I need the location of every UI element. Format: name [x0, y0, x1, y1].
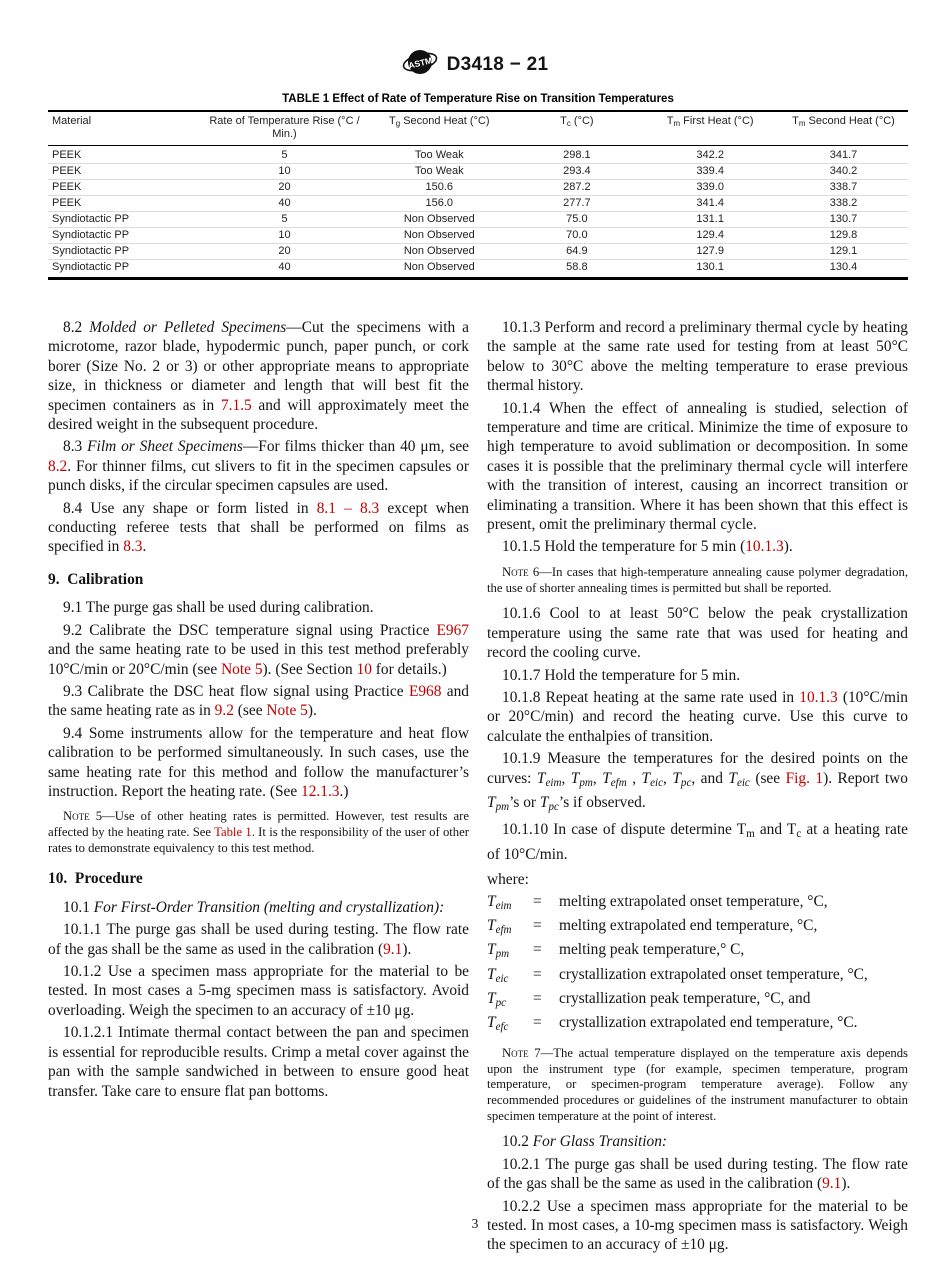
text-run: T	[728, 769, 737, 787]
text-run: 5—Use of other heating rates is permitted. However, test results are affected by the heating rate. See	[48, 809, 469, 840]
text-run: 9.3 Calibrate the DSC heat flow signal using Practice	[63, 682, 409, 700]
column-left	[48, 318, 469, 1104]
ref-link[interactable]: 10.1.3	[745, 538, 784, 556]
table-cell: 64.9	[512, 244, 641, 260]
text-run: ).	[402, 940, 412, 958]
para-9-4	[48, 724, 469, 802]
table-cell: Too Weak	[366, 146, 512, 164]
text-run: ).	[783, 538, 793, 556]
ref-link[interactable]: Note 5	[266, 702, 308, 720]
text-run: ,	[663, 769, 673, 787]
heading-9-calibration	[48, 570, 469, 589]
definition-term	[487, 989, 533, 1013]
table-cell: 342.2	[641, 146, 779, 164]
table-cell: 150.6	[366, 180, 512, 196]
table-cell: Syndiotactic PP	[48, 244, 203, 260]
para-10-1-4	[487, 399, 908, 535]
text-run: (see	[749, 769, 786, 787]
definition-text: crystallization peak temperature, °C, and	[559, 990, 811, 1008]
text-run: 8.4 Use any shape or form listed in	[63, 499, 317, 517]
table-cell: 287.2	[512, 180, 641, 196]
text-run: T	[487, 892, 496, 910]
text-run: —For films thicker than 40 μm, see	[242, 438, 469, 456]
text-run: and the same heating rate as in	[48, 682, 469, 720]
table-header-cell	[641, 111, 779, 146]
text-run: , and	[691, 769, 729, 787]
table-cell: 75.0	[512, 212, 641, 228]
table-cell: Non Observed	[366, 228, 512, 244]
text-run: m	[746, 828, 755, 841]
text-run: Film or Sheet Specimens	[87, 438, 243, 456]
text-run: 10.1.9 Measure the temperatures for the desired points on the curves:	[487, 750, 908, 787]
text-run: ’s or	[509, 793, 540, 811]
ref-link[interactable]: 12.1.3	[301, 782, 340, 800]
ref-link[interactable]: E968	[408, 682, 442, 700]
text-run: ,	[626, 769, 642, 787]
text-run: ). Report two	[823, 769, 908, 787]
table-header-cell	[512, 111, 641, 146]
text-run: 8.3	[63, 438, 88, 456]
ref-link[interactable]: Table 1	[214, 825, 252, 840]
table-cell: 127.9	[641, 244, 779, 260]
equals-sign: =	[533, 990, 542, 1008]
note-6	[487, 565, 908, 596]
text-run: except when conducting referee tests that shall be performed on films as specified in	[48, 499, 469, 556]
text-run: T	[666, 115, 674, 127]
definition-row	[487, 965, 908, 989]
text-run: T	[487, 793, 496, 811]
definition-row	[487, 892, 908, 916]
text-run: T	[792, 115, 799, 127]
definition-term	[487, 892, 533, 916]
text-run: T	[641, 769, 651, 787]
table-cell: Too Weak	[366, 164, 512, 180]
definition-term	[487, 916, 533, 940]
text-run: —Cut the specimens with a microtome, razor blade, hypodermic punch, paper punch, or cork borer (Size No. 2 or 3) or other appropriate means to appropriate size, in thickness or diameter and length that will best fit the specimen containers as in	[48, 319, 469, 414]
definition-text: melting extrapolated end temperature, °C,	[559, 916, 818, 934]
definition-text: melting peak temperature,° C,	[559, 941, 745, 959]
definition-text: melting extrapolated onset temperature, °C,	[559, 892, 828, 910]
text-run: T	[487, 941, 496, 959]
text-run: m	[673, 119, 681, 129]
para-9-3	[48, 682, 469, 721]
table-row	[48, 212, 908, 228]
text-run: c	[796, 828, 802, 841]
ref-link[interactable]: 8.3	[123, 538, 143, 556]
table-cell: 40	[278, 261, 291, 273]
para-10-1-6	[487, 604, 908, 662]
text-run: First Heat (°C)	[680, 115, 754, 127]
table-cell: 129.1	[779, 244, 908, 260]
text-run: for details.)	[371, 660, 447, 678]
text-run: eim	[495, 899, 512, 912]
text-run: efm	[495, 923, 512, 936]
text-run: 10.1.2.1 Intimate thermal contact between the pan and specimen is essential for reproducible results. Crimp a metal cover against the pan with the sample sandwiched in between to ensure good heat transfer. Take care to ensure flat pan bottoms.	[48, 1024, 469, 1100]
ref-link[interactable]: 8.2	[48, 457, 68, 475]
table-cell: 130.1	[696, 261, 724, 273]
text-run: pc	[680, 776, 692, 789]
table-cell: PEEK	[48, 146, 203, 164]
text-run: 10.1.1 The purge gas shall be used during testing. The flow rate of the gas shall be the same as used in the calibration (	[48, 921, 469, 958]
para-10-2	[487, 1132, 908, 1151]
table-cell: 129.4	[641, 228, 779, 244]
equals-sign: =	[533, 1014, 542, 1032]
para-8-4	[48, 499, 469, 557]
text-run: eim	[545, 776, 562, 789]
table-row	[48, 180, 908, 196]
ref-link[interactable]: 9.1	[822, 1175, 842, 1193]
definition-term	[487, 1013, 533, 1037]
definition-text: crystallization extrapolated end temperature, °C.	[559, 1014, 858, 1032]
table-row	[48, 146, 908, 164]
text-run: Note	[502, 564, 529, 579]
table-row	[48, 164, 908, 180]
para-10-2-1	[487, 1155, 908, 1194]
text-run: T	[560, 115, 567, 127]
para-9-2	[48, 621, 469, 679]
table-cell: 129.8	[779, 228, 908, 244]
text-run: T	[536, 769, 546, 787]
table-cell: 293.4	[512, 164, 641, 180]
text-run: T	[602, 769, 611, 787]
table-header-cell	[48, 111, 203, 146]
text-run: 10.1.10 In case of dispute determine T	[502, 821, 747, 839]
text-run: ,	[592, 769, 603, 787]
equals-sign: =	[533, 941, 542, 959]
definition-term	[487, 965, 533, 989]
equals-sign: =	[533, 892, 542, 910]
text-run: T	[570, 769, 580, 787]
text-run: pc	[495, 997, 507, 1010]
text-run: Material	[52, 115, 92, 127]
definition-row	[487, 940, 908, 964]
column-right	[487, 318, 908, 1258]
text-run: 10.1.2 Use a specimen mass appropriate for the material to be tested. In most cases a 5-mg specimen mass is satisfactory. Avoid overloading. Weigh the specimen to an accuracy of ±10 μg.	[48, 963, 469, 1019]
text-run: 10.1	[63, 898, 94, 916]
table-header-cell	[366, 111, 512, 146]
ref-link[interactable]: E967	[436, 621, 469, 639]
definition-text: crystallization extrapolated onset temperature, °C,	[559, 965, 868, 983]
para-8-2	[48, 318, 469, 434]
para-10-1-5	[487, 537, 908, 556]
transition-temperatures-table	[48, 110, 908, 280]
table-title: TABLE 1 Effect of Rate of Temperature Rise on Transition Temperatures	[282, 93, 674, 105]
ref-link[interactable]: Note 5	[221, 660, 263, 678]
definition-row	[487, 916, 908, 940]
ref-link[interactable]: Fig. 1	[785, 769, 824, 787]
table-cell: 20	[203, 180, 366, 196]
table-cell: 339.0	[641, 180, 779, 196]
text-run: (10°C/min or 20°C/min) and record the heating curve. Use this curve to calculate the enthalpies of transition.	[487, 688, 908, 745]
text-run: 10.1.3 Perform and record a preliminary thermal cycle by heating the sample at the same rate used for testing from at least 50°C below to 30°C above the melting temperature to erase previous thermal history.	[487, 319, 908, 395]
table-cell: Syndiotactic PP	[52, 261, 130, 273]
text-run: and T	[754, 821, 797, 839]
table-cell: 10	[203, 164, 366, 180]
table-1	[48, 93, 908, 280]
text-run: ,	[561, 769, 571, 787]
definition-row	[487, 989, 908, 1013]
table-cell: PEEK	[48, 196, 203, 212]
table-cell: Non Observed	[366, 212, 512, 228]
text-run: ).	[307, 702, 317, 720]
para-10-1-3	[487, 318, 908, 396]
text-run: 10.2.2 Use a specimen mass appropriate for the material to be tested. In most cases, a 10-mg specimen mass is satisfactory. Weigh the specimen to an accuracy of ±10 μg.	[487, 1197, 908, 1254]
ref-link[interactable]: 10.1.3	[799, 688, 838, 706]
text-run: eic	[650, 776, 664, 789]
table-header-cell	[203, 111, 366, 146]
para-10-1	[48, 898, 469, 917]
text-run: pc	[548, 800, 559, 813]
text-run: and the same heating rate to be used in this test method preferably 10°C/min or 20°C/min (see	[48, 641, 469, 678]
text-run: 9.2 Calibrate the DSC temperature signal using Practice	[63, 621, 437, 639]
table-row	[48, 228, 908, 244]
table-cell: 131.1	[641, 212, 779, 228]
text-run: 10.1.4 When the effect of annealing is studied, selection of temperature and time are critical. Minimize the time of exposure to high temperature to avoid sublimation or decomposition. In some cases it is possible that the preliminary thermal cycle will interfere with the transition of interest, causing an incorrect transition or eliminating a transition. Where it has been shown that this effect is present, omit the preliminary thermal cycle.	[487, 399, 908, 534]
table-cell: 341.4	[641, 196, 779, 212]
text-run: . It is the responsibility of the user of other rates to demonstrate equivalency to this test method.	[48, 825, 470, 855]
table-cell: 277.7	[512, 196, 641, 212]
text-run: c	[566, 119, 571, 129]
table-cell: 339.4	[641, 164, 779, 180]
ref-link[interactable]: 7.1.5	[220, 396, 252, 414]
text-run: 10.2	[502, 1133, 533, 1151]
equals-sign: =	[533, 916, 542, 934]
table-cell: 298.1	[512, 146, 641, 164]
heading-10-procedure	[48, 869, 469, 888]
text-run: ). (See Section	[262, 660, 357, 678]
table-cell: Syndiotactic PP	[48, 212, 203, 228]
table-row	[48, 244, 908, 260]
text-run: Second Heat (°C)	[805, 115, 895, 127]
table-cell: 20	[203, 244, 366, 260]
where-label	[487, 870, 908, 889]
text-run: For Glass Transition:	[532, 1133, 668, 1151]
table-cell: 338.2	[779, 196, 908, 212]
text-run: m	[798, 119, 806, 129]
text-run: 10.1.8 Repeat heating at the same rate used in	[502, 688, 800, 706]
page-number: 3	[471, 1216, 479, 1231]
document-code: D3418 − 21	[446, 53, 549, 75]
text-run: 8.2	[63, 319, 90, 336]
note-5	[48, 809, 469, 856]
table-cell: 5	[203, 146, 366, 164]
table-header-row	[48, 111, 908, 146]
para-10-1-2	[48, 962, 469, 1020]
text-run: eic	[736, 776, 750, 789]
para-10-1-7	[487, 666, 908, 685]
text-run: ).	[841, 1175, 851, 1193]
table-header-cell	[779, 111, 908, 146]
where-definitions	[487, 892, 908, 1038]
text-run: T	[672, 769, 681, 787]
text-run: Second Heat (°C)	[400, 115, 490, 127]
table-cell: PEEK	[48, 164, 203, 180]
astm-logo	[402, 46, 438, 83]
text-run: T	[487, 916, 496, 934]
text-run: at a heating rate of 10°C/min.	[487, 821, 908, 863]
table-cell: 130.4	[829, 261, 858, 273]
definition-row	[487, 1013, 908, 1037]
text-run: where:	[487, 871, 529, 889]
text-run: 10.1.7 Hold the temperature for 5 min.	[502, 666, 741, 684]
text-run: Rate of Temperature Rise (°C / Min.)	[209, 115, 360, 140]
table-cell: 340.2	[779, 164, 908, 180]
para-10-1-10	[487, 820, 908, 864]
text-run: T	[487, 990, 496, 1008]
para-10-1-2-1	[48, 1023, 469, 1101]
table-cell: 10	[203, 228, 366, 244]
text-run: 9.1 The purge gas shall be used during calibration.	[63, 599, 374, 617]
text-run: pm	[579, 776, 593, 789]
para-10-1-1	[48, 920, 469, 959]
text-run: 10.1.6 Cool to at least 50°C below the peak crystallization temperature using the same rate that was used for heating and record the cooling curve.	[487, 605, 908, 662]
text-run: (°C)	[570, 115, 594, 127]
text-run: T	[487, 965, 496, 983]
text-run: eic	[495, 972, 509, 985]
table-cell: Non Observed	[403, 261, 475, 273]
table-cell: 130.7	[779, 212, 908, 228]
text-run: pm	[495, 800, 510, 813]
text-run: .)	[339, 782, 349, 800]
ref-link[interactable]: 8.1 – 8.3	[316, 499, 380, 517]
text-run: efm	[610, 776, 627, 789]
table-cell: 156.0	[366, 196, 512, 212]
text-run: T	[487, 1014, 496, 1032]
table-row	[48, 196, 908, 212]
ref-link[interactable]: 9.1	[383, 940, 403, 958]
ref-link[interactable]: 10	[356, 660, 372, 678]
para-10-1-8	[487, 688, 908, 746]
table-cell: 40	[203, 196, 366, 212]
text-run: pm	[495, 948, 510, 961]
document-header	[0, 46, 950, 83]
text-run: and will approximately meet the desired weight in the subsequent procedure.	[48, 396, 469, 434]
text-run: Molded or Pelleted Specimens	[89, 319, 287, 336]
table-cell: 5	[203, 212, 366, 228]
table-cell: 58.8	[566, 261, 588, 273]
text-run: T	[539, 793, 549, 811]
table-cell: 338.7	[779, 180, 908, 196]
text-run: .	[142, 538, 147, 556]
table-cell: 341.7	[779, 146, 908, 164]
text-run: T	[389, 115, 396, 127]
text-run: g	[395, 119, 401, 129]
text-run: 9.4 Some instruments allow for the temperature and heat flow calibration to be performed simultaneously. In such cases, use the same heating rate for this method and follow the manufacturer’s instruction. Report the heating rate. (See	[48, 724, 469, 800]
text-run: . For thinner films, cut slivers to fit in the specimen capsules or punch disks, if the circular specimen capsules are used.	[48, 457, 469, 495]
para-8-3	[48, 437, 469, 495]
table-cell: Non Observed	[366, 244, 512, 260]
para-9-1	[48, 598, 469, 617]
svg-text:ASTM: ASTM	[406, 55, 433, 71]
para-10-1-9	[487, 749, 908, 817]
note-7	[487, 1046, 908, 1125]
text-run: efc	[495, 1021, 509, 1034]
table-row	[48, 260, 908, 279]
text-run: Note	[63, 809, 90, 824]
ref-link[interactable]: 9.2	[214, 702, 234, 720]
text-run: 10.1.5 Hold the temperature for 5 min (	[502, 538, 746, 556]
table-cell: Syndiotactic PP	[48, 228, 203, 244]
text-run: Note	[502, 1045, 529, 1060]
text-run: 9. Calibration	[48, 570, 144, 588]
table-body	[48, 146, 908, 279]
text-run: 6—In cases that high-temperature annealing cause polymer degradation, the use of shorter annealing times is permitted but shall be reported.	[487, 564, 908, 595]
definition-term	[487, 940, 533, 964]
text-run: ’s if observed.	[558, 793, 646, 811]
table-cell: 70.0	[512, 228, 641, 244]
text-run: For First-Order Transition (melting and crystallization):	[93, 898, 445, 916]
text-run: 10.2.1 The purge gas shall be used during testing. The flow rate of the gas shall be the same as used in the calibration (	[487, 1155, 908, 1193]
text-run: (see	[233, 702, 267, 720]
table-cell: PEEK	[48, 180, 203, 196]
text-run: 7—The actual temperature displayed on the temperature axis depends upon the instrument type (for example, specimen temperature, program temperature, or specimen-program temperature average). Follow any recommended procedures or guidelines of the instrument manufacturer to obtain specimen temperature at the point of interest.	[487, 1045, 908, 1123]
text-run: 10. Procedure	[48, 870, 143, 888]
equals-sign: =	[533, 965, 542, 983]
